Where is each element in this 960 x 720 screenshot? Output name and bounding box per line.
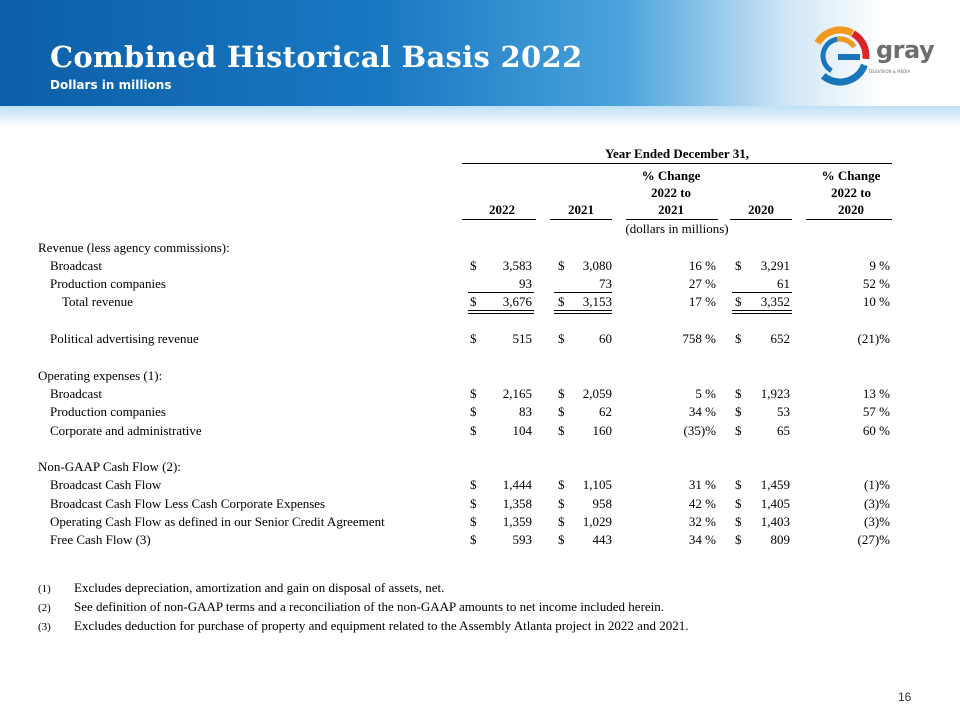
pct-change-2020: 10 %: [862, 294, 890, 309]
value-2021: 3,153: [582, 294, 612, 309]
dollar-sign: $: [558, 496, 565, 511]
pct-change-2021: 758 %: [682, 331, 716, 346]
value-2021: 443: [592, 532, 612, 547]
dollar-sign: $: [735, 331, 742, 346]
footnote-number: (2): [38, 602, 51, 614]
row-label: Broadcast Cash Flow: [50, 477, 162, 492]
dollar-sign: $: [735, 423, 742, 438]
row-label: Corporate and administrative: [50, 423, 202, 438]
dollar-sign: $: [470, 532, 477, 547]
pct-change-2020: (3)%: [864, 514, 890, 529]
value-2020: 53: [777, 404, 790, 419]
col-2022-rule: [462, 219, 536, 220]
dollar-sign: $: [735, 386, 742, 401]
col-pct1-line3: 2021: [658, 202, 684, 217]
dollar-sign: $: [470, 294, 477, 309]
row-label: Operating Cash Flow as defined in our Senior Credit Agreement: [50, 514, 385, 529]
value-2022: 593: [512, 532, 532, 547]
value-2022: 515: [512, 331, 532, 346]
pct-change-2020: (27)%: [857, 532, 890, 547]
pct-change-2021: 34 %: [688, 404, 716, 419]
period-header-rule: [462, 163, 892, 164]
value-2020: 65: [777, 423, 790, 438]
pct-change-2021: 16 %: [688, 258, 716, 273]
pct-change-2020: 13 %: [862, 386, 890, 401]
value-2022: 1,358: [502, 496, 532, 511]
total-double-rule: [732, 310, 792, 314]
logo-wordmark: gray: [876, 36, 935, 64]
value-2020: 1,459: [760, 477, 790, 492]
value-2021: 3,080: [582, 258, 612, 273]
col-pct1-line2: 2022 to: [650, 185, 692, 200]
dollar-sign: $: [470, 386, 477, 401]
pct-change-2021: 32 %: [688, 514, 716, 529]
dollar-sign: $: [735, 496, 742, 511]
section-nongaap: Non-GAAP Cash Flow (2):: [38, 459, 181, 474]
pct-change-2020: 9 %: [869, 258, 890, 273]
pct-change-2021: 27 %: [688, 276, 716, 291]
value-2022: 104: [512, 423, 532, 438]
row-label: Production companies: [50, 276, 166, 291]
value-2021: 958: [592, 496, 612, 511]
pct-change-2021: 5 %: [695, 386, 716, 401]
value-2020: 1,923: [760, 386, 790, 401]
total-double-rule: [554, 310, 612, 314]
pct-change-2020: (3)%: [864, 496, 890, 511]
col-2020: 2020: [748, 202, 774, 217]
col-pct2-line2: 2022 to: [830, 185, 872, 200]
value-2020: 3,291: [760, 258, 790, 273]
row-label: Broadcast: [50, 386, 102, 401]
row-label: Total revenue: [62, 294, 133, 309]
pct-change-2021: 31 %: [688, 477, 716, 492]
page-number: 16: [898, 690, 912, 704]
dollar-sign: $: [558, 423, 565, 438]
value-2022: 3,583: [502, 258, 532, 273]
value-2021: 1,105: [582, 477, 612, 492]
footnote-text: Excludes depreciation, amortization and gain on disposal of assets, net.: [74, 580, 445, 595]
dollar-sign: $: [558, 331, 565, 346]
dollar-sign: $: [735, 258, 742, 273]
col-2020-rule: [730, 219, 792, 220]
pct-change-2020: 60 %: [862, 423, 890, 438]
section-revenue: Revenue (less agency commissions):: [38, 240, 230, 255]
value-2020: 1,405: [760, 496, 790, 511]
row-label: Broadcast: [50, 258, 102, 273]
pct-change-2020: 57 %: [862, 404, 890, 419]
logo-tagline: TELEVISION & MEDIA: [868, 69, 911, 74]
dollar-sign: $: [558, 404, 565, 419]
dollar-sign: $: [558, 258, 565, 273]
section-opex: Operating expenses (1):: [38, 368, 163, 383]
value-2022: 3,676: [502, 294, 532, 309]
col-2021-rule: [550, 219, 612, 220]
dollar-sign: $: [470, 423, 477, 438]
units-note: (dollars in millions): [625, 221, 729, 236]
page-subtitle: Dollars in millions: [50, 78, 172, 92]
total-double-rule: [468, 310, 534, 314]
value-2021: 2,059: [582, 386, 612, 401]
row-label: Free Cash Flow (3): [50, 532, 151, 547]
pct-change-2020: (1)%: [864, 477, 890, 492]
dollar-sign: $: [735, 294, 742, 309]
dollar-sign: $: [735, 514, 742, 529]
value-2020: 61: [777, 276, 790, 291]
value-2021: 60: [599, 331, 612, 346]
footnote-text: Excludes deduction for purchase of property and equipment related to the Assembly Atlanta project in 2022 and 2021.: [74, 618, 689, 633]
value-2021: 1,029: [582, 514, 612, 529]
col-pct2-rule: [806, 219, 892, 220]
pct-change-2021: 42 %: [688, 496, 716, 511]
page-title: Combined Historical Basis 2022: [50, 40, 583, 74]
dollar-sign: $: [470, 514, 477, 529]
col-pct2-line1: % Change: [821, 168, 881, 183]
dollar-sign: $: [558, 386, 565, 401]
pct-change-2021: 34 %: [688, 532, 716, 547]
pct-change-2020: (21)%: [857, 331, 890, 346]
subtotal-rule: [732, 292, 792, 293]
row-label: Production companies: [50, 404, 166, 419]
dollar-sign: $: [735, 404, 742, 419]
dollar-sign: $: [735, 532, 742, 547]
dollar-sign: $: [558, 477, 565, 492]
value-2022: 1,444: [502, 477, 532, 492]
dollar-sign: $: [470, 404, 477, 419]
value-2022: 1,359: [502, 514, 532, 529]
col-2022: 2022: [489, 202, 515, 217]
col-pct2-line3: 2020: [838, 202, 864, 217]
footnote-text: See definition of non-GAAP terms and a reconciliation of the non-GAAP amounts to net income included herein.: [74, 599, 665, 614]
period-header: Year Ended December 31,: [605, 146, 749, 161]
row-label: Broadcast Cash Flow Less Cash Corporate Expenses: [50, 496, 326, 511]
value-2020: 809: [770, 532, 790, 547]
dollar-sign: $: [470, 258, 477, 273]
value-2020: 1,403: [760, 514, 790, 529]
subtotal-rule: [468, 292, 534, 293]
dollar-sign: $: [558, 532, 565, 547]
dollar-sign: $: [735, 477, 742, 492]
pct-change-2020: 52 %: [862, 276, 890, 291]
dollar-sign: $: [558, 294, 565, 309]
dollar-sign: $: [558, 514, 565, 529]
pct-change-2021: 17 %: [688, 294, 716, 309]
dollar-sign: $: [470, 496, 477, 511]
col-2021: 2021: [568, 202, 594, 217]
footnote-number: (3): [38, 621, 51, 633]
footnote-number: (1): [38, 583, 51, 595]
row-label: Political advertising revenue: [50, 331, 199, 346]
subtotal-rule: [554, 292, 612, 293]
pct-change-2021: (35)%: [683, 423, 716, 438]
value-2021: 160: [592, 423, 612, 438]
col-pct1-line1: % Change: [641, 168, 701, 183]
dollar-sign: $: [470, 477, 477, 492]
value-2020: 652: [770, 331, 790, 346]
dollar-sign: $: [470, 331, 477, 346]
value-2021: 73: [599, 276, 612, 291]
value-2021: 62: [599, 404, 612, 419]
col-pct1-rule: [626, 219, 718, 220]
value-2022: 2,165: [502, 386, 532, 401]
value-2022: 93: [519, 276, 532, 291]
value-2020: 3,352: [760, 294, 790, 309]
value-2022: 83: [519, 404, 532, 419]
